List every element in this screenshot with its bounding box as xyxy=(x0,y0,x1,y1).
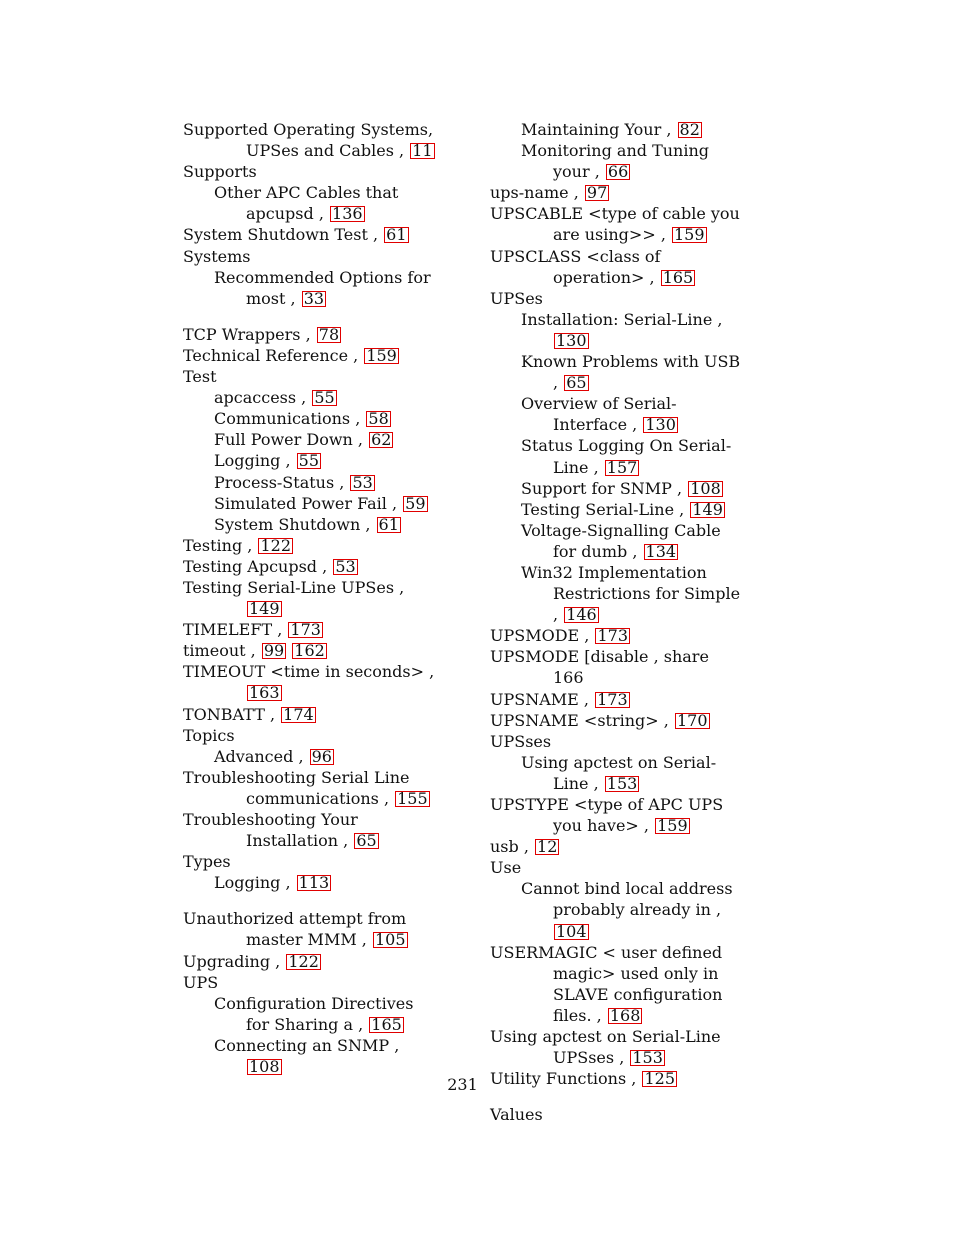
index-term: Testing , xyxy=(183,535,253,555)
index-term: Win32 Implementation Restrictions for Simple , xyxy=(521,562,741,625)
index-entry xyxy=(183,972,436,993)
index-entry xyxy=(183,246,436,267)
index-term: Test xyxy=(183,367,217,387)
index-term: Status Logging On Serial-Line , xyxy=(521,436,732,477)
index-entry xyxy=(183,704,436,725)
page-link[interactable]: 165 xyxy=(662,267,694,287)
index-term: Testing Apcupsd , xyxy=(183,556,328,576)
index-entry xyxy=(183,119,436,161)
page-link[interactable]: 153 xyxy=(606,773,638,793)
index-subentry xyxy=(183,493,436,514)
page-link[interactable]: 105 xyxy=(374,930,406,950)
index-term: Monitoring and Tuning your , xyxy=(521,141,710,182)
index-term: Testing Serial-Line , xyxy=(521,499,685,519)
page-link[interactable]: 12 xyxy=(537,837,558,857)
index-term: Supported Operating Systems, UPSes and Cables , xyxy=(183,120,434,161)
page-link[interactable]: 173 xyxy=(597,626,629,646)
page-link[interactable]: 108 xyxy=(249,1057,280,1077)
index-term: Process-Status , xyxy=(214,472,345,492)
page-link[interactable]: 165 xyxy=(371,1014,402,1034)
index-entry xyxy=(490,689,743,710)
index-term: Connecting an SNMP , xyxy=(214,1035,400,1055)
index-entry xyxy=(183,908,436,950)
index-term: Support for SNMP , xyxy=(521,478,683,498)
page-link[interactable]: 65 xyxy=(566,373,587,393)
index-entry xyxy=(490,246,743,288)
index-term: UPS xyxy=(183,972,219,992)
index-subentry xyxy=(490,499,743,520)
page-link[interactable]: 174 xyxy=(283,704,314,724)
index-subentry xyxy=(490,878,743,941)
index-term: UPSNAME , xyxy=(490,689,589,709)
page-link[interactable]: 170 xyxy=(676,710,708,730)
index-entry xyxy=(183,951,436,972)
index-term: Full Power Down , xyxy=(214,430,364,450)
index-entry xyxy=(490,731,743,752)
index-subentry xyxy=(183,514,436,535)
index-subentry xyxy=(183,1035,436,1077)
index-term: timeout , xyxy=(183,641,256,661)
index-entry xyxy=(490,942,743,1026)
index-term: Testing Serial-Line UPSes , xyxy=(183,577,405,597)
index-term: UPSes xyxy=(490,288,543,308)
page-link[interactable]: 62 xyxy=(371,430,392,450)
page-link[interactable]: 82 xyxy=(679,120,700,139)
page-link[interactable]: 58 xyxy=(368,409,389,429)
index-entry xyxy=(183,161,436,182)
page-link[interactable]: 173 xyxy=(597,689,628,709)
page-link[interactable]: 59 xyxy=(405,493,426,513)
index-entry xyxy=(183,725,436,746)
index-entry xyxy=(183,640,436,661)
page-link[interactable]: 146 xyxy=(566,605,597,625)
page-link[interactable]: 162 xyxy=(294,641,325,661)
page-link[interactable]: 157 xyxy=(606,457,638,477)
index-subentry xyxy=(183,450,436,471)
index-term: Logging , xyxy=(214,873,291,893)
page-link[interactable]: 130 xyxy=(556,330,587,350)
index-term: Types xyxy=(183,852,231,872)
page-link[interactable]: 149 xyxy=(692,499,723,519)
index-term: TIMEOUT <time in seconds> , xyxy=(183,662,435,682)
index-term: Recommended Options for most , xyxy=(214,267,431,308)
index-subentry xyxy=(490,309,743,351)
page-link[interactable]: 61 xyxy=(386,225,407,245)
index-term: System Shutdown Test , xyxy=(183,225,379,245)
page-link[interactable]: 53 xyxy=(352,472,373,492)
index-term: Upgrading , xyxy=(183,951,281,971)
index-term: Communications , xyxy=(214,409,361,429)
index-entry xyxy=(490,646,743,688)
page-link[interactable]: 55 xyxy=(298,451,320,471)
page-link[interactable]: 97 xyxy=(586,183,608,203)
index-subentry xyxy=(490,435,743,477)
index-entry xyxy=(183,577,436,619)
index-entry xyxy=(183,767,436,809)
index-term: usb , xyxy=(490,837,529,857)
page-link[interactable]: 11 xyxy=(412,141,433,161)
index-entry xyxy=(490,288,743,309)
index-entry xyxy=(490,710,743,731)
page-link[interactable]: 153 xyxy=(632,1048,663,1068)
index-term: UPSNAME <string> , xyxy=(490,710,669,730)
index-subentry xyxy=(183,429,436,450)
index-term: UPSCABLE <type of cable you are using>> , xyxy=(490,204,740,245)
page-link[interactable]: 159 xyxy=(657,816,688,836)
index-term: ups-name , xyxy=(490,183,579,203)
index-entry xyxy=(490,182,743,203)
page-link[interactable]: 61 xyxy=(378,514,399,534)
index-term: UPSTYPE <type of APC UPS you have> , xyxy=(490,795,724,836)
index-subentry xyxy=(490,562,743,625)
index-subentry xyxy=(183,472,436,493)
index-entry xyxy=(183,345,436,366)
index-term: Logging , xyxy=(214,451,291,471)
page-link[interactable]: 33 xyxy=(303,288,325,308)
index-term: Advanced , xyxy=(214,746,304,766)
index-term: Simulated Power Fail , xyxy=(214,493,398,513)
page-link[interactable]: 149 xyxy=(249,599,280,619)
index-subentry xyxy=(183,182,436,224)
index-term: Known Problems with USB , xyxy=(521,352,741,393)
index-term: Configuration Directives for Sharing a , xyxy=(214,993,414,1034)
index-subentry xyxy=(183,408,436,429)
page-link[interactable]: 168 xyxy=(609,1005,641,1025)
index-entry xyxy=(183,535,436,556)
page-link[interactable]: 130 xyxy=(645,415,676,435)
index-term: Troubleshooting Serial Line communications , xyxy=(183,767,410,808)
index-term: Using apctest on Serial-Line , xyxy=(521,752,717,793)
page-link[interactable]: 173 xyxy=(290,620,321,640)
index-entry xyxy=(183,661,436,703)
index-entry xyxy=(183,556,436,577)
index-term: Values xyxy=(490,1105,543,1125)
page-link[interactable]: 122 xyxy=(288,951,319,971)
page-link[interactable]: 96 xyxy=(311,746,332,766)
index-term: Unauthorized attempt from master MMM , xyxy=(183,909,407,950)
index-entry xyxy=(183,619,436,640)
index-term: Installation: Serial-Line , xyxy=(521,309,723,329)
page-number: 231 xyxy=(447,1075,478,1094)
index-term: Other APC Cables that apcupsd , xyxy=(214,183,399,224)
index-term: Cannot bind local address probably already in , xyxy=(521,879,733,920)
index-subentry xyxy=(490,140,743,182)
page-link[interactable]: 159 xyxy=(674,225,705,245)
index-term: UPSMODE , xyxy=(490,626,590,646)
page-link[interactable]: 55 xyxy=(314,388,335,408)
index-term: Maintaining Your , xyxy=(521,120,672,139)
page-link[interactable]: 163 xyxy=(249,683,280,703)
index-entry xyxy=(183,851,436,872)
page-link[interactable]: 125 xyxy=(644,1069,675,1089)
index-term: Systems xyxy=(183,246,251,266)
index-term: Supports xyxy=(183,162,257,182)
index-term: USERMAGIC < user defined magic> used only in SLAVE configuration files. , xyxy=(490,942,723,1025)
page-link[interactable]: 66 xyxy=(607,162,629,182)
index-entry xyxy=(183,366,436,387)
index-term: Using apctest on Serial-Line UPSses , xyxy=(490,1027,721,1068)
index-entry xyxy=(183,324,436,345)
index-subentry xyxy=(490,752,743,794)
index-entry xyxy=(490,1026,743,1068)
page-link[interactable]: 134 xyxy=(645,541,677,561)
index-subentry xyxy=(490,478,743,499)
page-link[interactable]: 113 xyxy=(298,873,330,893)
index-term: Use xyxy=(490,858,522,878)
index-term: UPSMODE [disable , share 166 xyxy=(490,647,709,688)
index-subentry xyxy=(183,746,436,767)
page-link[interactable]: 53 xyxy=(335,556,356,576)
index-subentry xyxy=(490,393,743,435)
index-subentry xyxy=(490,520,743,562)
page-link[interactable]: 108 xyxy=(690,478,721,498)
page-link[interactable]: 122 xyxy=(260,535,292,555)
index-subentry xyxy=(183,872,436,893)
page-link[interactable]: 65 xyxy=(356,831,377,851)
index-term: TONBATT , xyxy=(183,704,276,724)
index-column-left xyxy=(183,119,436,1077)
index-entry xyxy=(490,1104,743,1125)
page-link[interactable]: 159 xyxy=(366,345,397,365)
page-link[interactable]: 155 xyxy=(397,788,428,808)
index-subentry xyxy=(490,351,743,393)
index-entry xyxy=(183,224,436,245)
index-subentry xyxy=(183,387,436,408)
index-term: Technical Reference , xyxy=(183,345,359,365)
index-entry xyxy=(490,794,743,836)
index-term: Voltage-Signalling Cable for dumb , xyxy=(521,520,721,561)
index-term: Topics xyxy=(183,725,235,745)
index-entry xyxy=(490,857,743,878)
index-term: UPSCLASS <class of operation> , xyxy=(490,246,661,287)
page-link[interactable]: 104 xyxy=(556,921,587,941)
index-subentry xyxy=(490,119,743,140)
page-link[interactable]: 99 xyxy=(263,641,285,661)
index-entry xyxy=(490,836,743,857)
index-term: TIMELEFT , xyxy=(183,620,283,640)
index-term: Overview of Serial-Interface , xyxy=(521,394,677,435)
index-entry xyxy=(490,203,743,245)
index-subentry xyxy=(183,267,436,309)
index-term: System Shutdown , xyxy=(214,514,371,534)
page-link[interactable]: 78 xyxy=(318,324,340,344)
index-column-right xyxy=(490,119,743,1125)
index-entry xyxy=(183,809,436,851)
index-subentry xyxy=(183,993,436,1035)
index-term: Troubleshooting Your Installation , xyxy=(183,810,358,851)
index-term: TCP Wrappers , xyxy=(183,324,311,344)
index-term: Utility Functions , xyxy=(490,1069,637,1089)
index-entry xyxy=(490,625,743,646)
page-link[interactable]: 136 xyxy=(332,204,363,224)
index-term: apcaccess , xyxy=(214,388,307,408)
index-term: UPSses xyxy=(490,731,552,751)
